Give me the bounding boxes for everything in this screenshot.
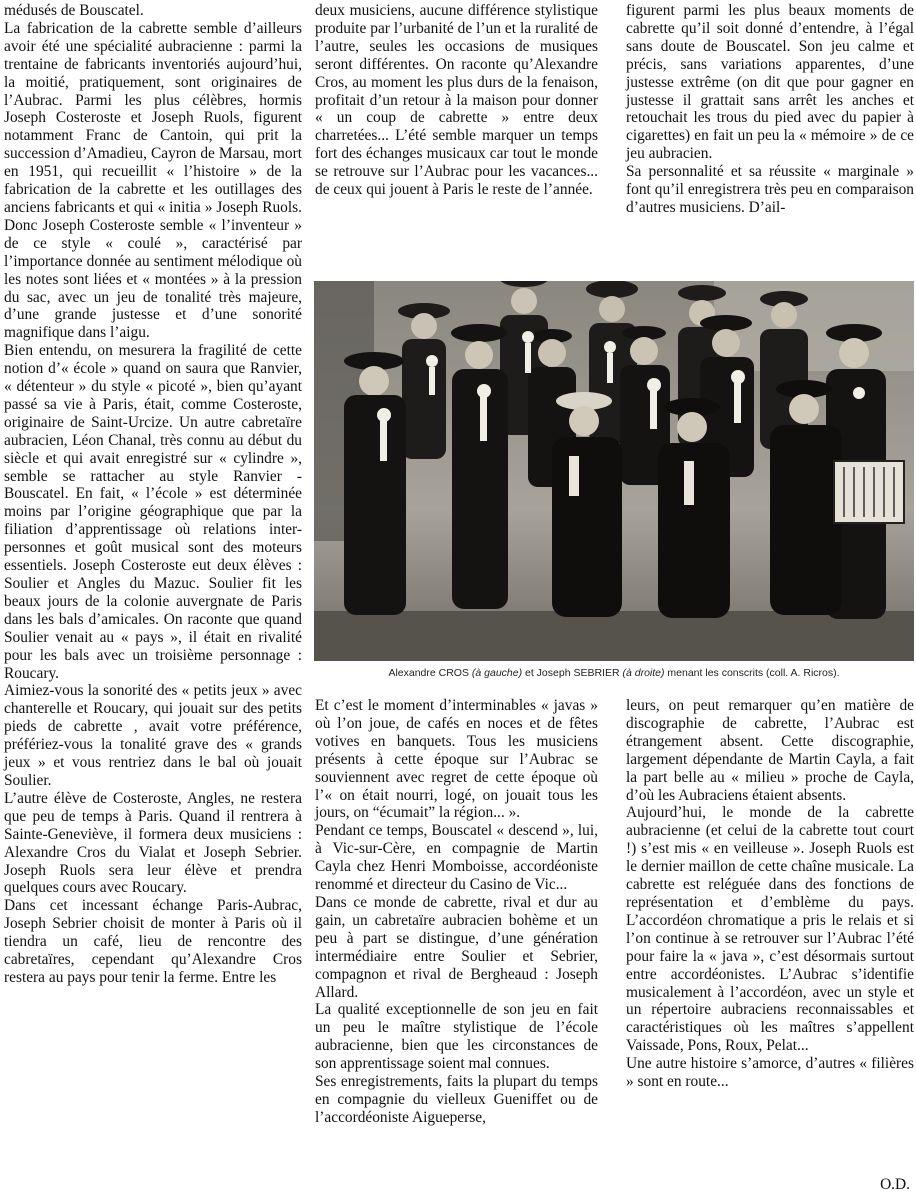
caption-text-italic: (à gauche) xyxy=(471,667,523,679)
paragraph: Une autre histoire s’amorce, d’autres « filières » sont en route... xyxy=(626,1055,914,1091)
paragraph: Dans cet incessant échange Paris-Aubrac, Joseph Sebrier choisit de monter à Paris où il tiendra un café, lieu de rencontre des cabretaïres, cependant qu’Alexandre Cros restera au pays pour tenir la ferme. Entre les xyxy=(4,897,302,986)
text-column-middle-top xyxy=(315,2,598,199)
paragraph: La qualité exceptionnelle de son jeu en fait un peu le maître stylistique de l’école aubracienne, bien que les circonstances de son apprentissage soient mal connues. xyxy=(315,1001,598,1073)
text-column-left xyxy=(4,2,302,1200)
paragraph: deux musiciens, aucune différence stylistique produite par l’urbanité de l’un et la ruralité de l’autre, seules les occasions de musiques seront différentes. On raconte qu’Alexandre Cros, au moment les plus durs de la fenaison, profitait d’un retour à la maison pour donner « un coup de cabrette » entre deux charretées... L’été semble marquer un temps fort des échanges musicaux car tout le monde se retrouve sur l’Aubrac pour les vacances... de ceux qui jouent à Paris le reste de l’année. xyxy=(315,2,598,199)
paragraph: La fabrication de la cabrette semble d’ailleurs avoir été une spécialité aubracienne : parmi la trentaine de fabricants inventoriés aujourd’hui, la moitié, pratiquement, sont originaires de l’Aubrac. Parmi les plus célèbres, hormis Joseph Costeroste et Joseph Ruols, figurent notamment Franc de Cantoin, qui prit la succession d’Amadieu, Cayron de Marsau, mort en 1951, qui recueillit « l’histoire » de la fabrication de la cabrette et les outillages des anciens fabricants et qui « initia » Joseph Ruols. Donc Joseph Costeroste semble « l’inventeur » de ce style « coulé », caractérisé par l’importance donnée au sentiment mélodique où les notes sont liées et « montées » à la pression du sac, avec un jeu de tonalité très majeure, d’une grande justesse et d’une sonorité magnifique dans l’aigu. xyxy=(4,19,302,342)
caption-text-italic: (à droite) xyxy=(622,667,665,679)
paragraph: Et c’est le moment d’interminables « javas » où l’on joue, de cafés en noces et de fêtes votives en banquets. Tous les musiciens présents à cette époque sur l’Aubrac se souviennent avec regret de cette époque où l’« on était nourri, logé, on jouait tous les jours, on “écumait” la région... ». xyxy=(315,697,598,822)
caption-text: Alexandre CROS xyxy=(388,667,472,679)
paragraph: Aujourd’hui, le monde de la cabrette aubracienne (et celui de la cabrette tout court !) s’est mis « en veilleuse ». Joseph Ruols est le dernier maillon de cette chaîne musicale. La cabrette est reléguée dans des fonctions de représentation et d’emblème du pays. L’accordéon chromatique a pris le relais et si l’on continue à se retrouver sur l’Aubrac l’été pour faire la « java », c’est désormais surtout entre accordéonistes. L’Aubrac s’identifie musicalement à l’accordéon, avec un style et un répertoire aubraciens reconnaissables et caractéristiques où les maîtres s’appellent Vaissade, Pons, Roux, Pelat... xyxy=(626,804,914,1055)
paragraph: Ses enregistrements, faits la plupart du temps en compagnie du vielleux Gueniffet ou de l’accordéoniste Aigueperse, xyxy=(315,1073,598,1126)
paragraph: Dans ce monde de cabrette, rival et dur au gain, un cabretaïre aubracien bohème et un peu à part se distingue, d’une génération intermédiaire entre Soulier et Sebrier, compagnon et rival de Bergheaud : Joseph Allard. xyxy=(315,893,598,1001)
photo-caption xyxy=(314,667,914,679)
paragraph: Aimiez-vous la sonorité des « petits jeux » avec chanterelle et Roucary, qui jouait sur des petits pieds de cabrette , avait votre préférence, préfériez-vous la tonalité grave des « grands jeux » et vous rentriez dans le bal où jouait Soulier. xyxy=(4,682,302,789)
paragraph: Bien entendu, on mesurera la fragilité de cette notion d’« école » quand on saura que Ranvier, « détenteur » du style « picoté », bien qu’ayant passé sa vie à Paris, était, comme Costeroste, originaire de Saint-Urcize. Un autre cabretaïre aubracien, Léon Chanal, très connu au début du siècle et qui avait enregistré sur « cylindre », semble se rattacher au style Ranvier - Bouscatel. En fait, « l’école » est déterminée moins par l’origine géographique que par la filiation d’apprentissage où relations inter-personnes et goût musical sont des moteurs essentiels. Joseph Costeroste eut deux élèves : Soulier et Angles du Mazuc. Soulier fit les beaux jours de la colonie auvergnate de Paris dans les bals d’amicales. On raconte que quand Soulier venait au « pays », il était en rivalité pour les bals avec un troisième personnage : Roucary. xyxy=(4,342,302,682)
text-column-middle-bottom xyxy=(315,697,598,1127)
paragraph: Sa personnalité et sa réussite « marginale » font qu’il enregistrera très peu en comparaison d’autres musiciens. D’ail- xyxy=(626,163,914,216)
photo-image xyxy=(314,281,914,661)
paragraph: leurs, on peut remarquer qu’en matière de discographie de cabrette, l’Aubrac est étrangement absent. Cette discographie, largement dépendante de Martin Cayla, a fait la part belle au « milieu » proche de Cayla, d’où les Aubraciens étaient absents. xyxy=(626,697,914,804)
group-photograph xyxy=(314,281,914,661)
caption-text: menant les conscrits (coll. A. Ricros). xyxy=(664,667,840,679)
paragraph: Pendant ce temps, Bouscatel « descend », lui, à Vic-sur-Cère, en compagnie de Martin Cayla chez Henri Momboisse, accordéoniste renommé et directeur du Casino de Vic... xyxy=(315,822,598,894)
text-column-right-bottom xyxy=(626,697,914,1091)
author-signature: O.D. xyxy=(880,1176,910,1193)
text-column-right-top xyxy=(626,2,914,217)
caption-text: et Joseph SEBRIER xyxy=(522,667,623,679)
paragraph: médusés de Bouscatel. xyxy=(4,2,144,19)
paragraph: figurent parmi les plus beaux moments de cabrette qu’il soit donné d’entendre, à l’égal sans doute de Bouscatel. Son jeu calme et précis, sans variations apparentes, d’une justesse extrême (on dit que pour gagner en justesse il grattait sans arrêt les anches et retouchait les trous du pied avec du papier à cigarettes) en fait un peu la « mémoire » de ce jeu aubracien. xyxy=(626,2,914,163)
paragraph: L’autre élève de Costeroste, Angles, ne restera que peu de temps à Paris. Quand il rentrera à Sainte-Geneviève, il formera deux musiciens : Alexandre Cros du Vialat et Joseph Sebrier. Joseph Ruols sera leur élève et prendra quelques cours avec Roucary. xyxy=(4,789,302,897)
